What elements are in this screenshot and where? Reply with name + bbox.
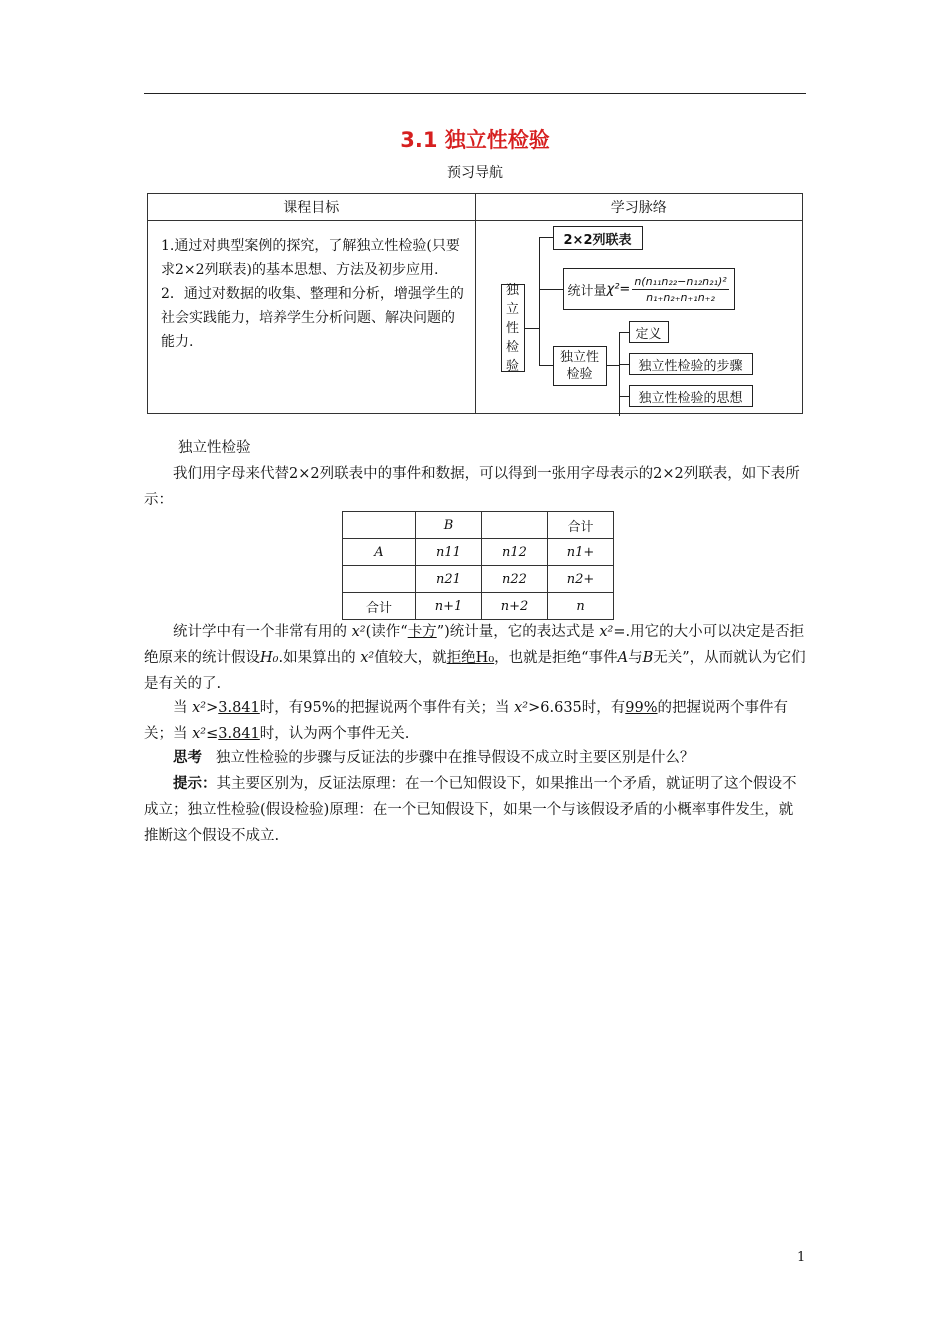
connector: [619, 332, 629, 333]
mindmap: [477, 222, 802, 412]
context-header: 学习脉络: [475, 194, 803, 221]
connector: [619, 396, 629, 397]
connector: [607, 365, 619, 366]
table-row: 合计 n+1 n+2 n: [343, 593, 614, 620]
connector: [539, 365, 553, 366]
connector: [525, 328, 539, 329]
navigation-table: [147, 193, 803, 414]
think-label: 思考: [173, 749, 202, 766]
goals-header: 课程目标: [148, 194, 476, 221]
mindmap-branch-table: 2×2列联表: [553, 226, 643, 250]
chi-square-formula: 统计量 χ²= $\frac{\text{n(n₁₁n₂₂−n₁₂n₂₁)²}}{\text{n₁₊n₂₊n₊₁n₊₂}}$: [563, 268, 735, 310]
hint-label: 提示：: [173, 775, 217, 792]
connector: [619, 364, 629, 365]
table-row: B 合计: [343, 512, 614, 539]
connector: [619, 332, 620, 416]
mindmap-root: 独 立 性 检 验: [501, 284, 525, 372]
mindmap-leaf-definition: 定义: [629, 321, 669, 343]
formula-fraction: $\frac{\text{n(n₁₁n₂₂−n₁₂n₂₁)²}}{\text{n₁₊n₂₊n₊₁n₊₂}}$: [634, 274, 727, 304]
connector: [539, 289, 563, 290]
contingency-table: [342, 511, 614, 620]
mindmap-branch-test: 独立性 检验: [553, 346, 607, 386]
mindmap-leaf-steps: 独立性检验的步骤: [629, 353, 753, 375]
mindmap-cell: [475, 221, 803, 414]
preview-subtitle: 预习导航: [447, 165, 503, 181]
table-row: A n11 n12 n1+: [343, 539, 614, 566]
intro-paragraph: 我们用字母来代替2×2列联表中的事件和数据，可以得到一张用字母表示的2×2列联表，如下表所示：: [144, 466, 800, 508]
hint-paragraph: 提示：其主要区别为，反证法原理：在一个已知假设下，如果推出一个矛盾，就证明了这个假设不成立；独立性检验(假设检验)原理：在一个已知假设下，如果一个与该假设矛盾的小概率事件发生，就推断这个假设不成立.: [144, 775, 797, 844]
think-paragraph: 思考 独立性检验的步骤与反证法的步骤中在推导假设不成立时主要区别是什么？: [173, 749, 695, 766]
table-row: n21 n22 n2+: [343, 566, 614, 593]
goal-item: 1.通过对典型案例的探究，了解独立性检验(只要求2×2列联表)的基本思想、方法及初步应用.: [161, 238, 460, 278]
goals-cell: [148, 221, 476, 414]
header-rule: [144, 93, 806, 94]
goal-item: 2．通过对数据的收集、整理和分析，增强学生的社会实践能力，培养学生分析问题、解决问题的能力.: [161, 286, 464, 350]
mindmap-leaf-idea: 独立性检验的思想: [629, 385, 753, 407]
chi-square-paragraph: 统计学中有一个非常有用的 x²(读作“卡方”)统计量，它的表达式是 x²=.用它的大小可以决定是否拒绝原来的统计假设H₀.如果算出的 x²值较大，就拒绝H₀，也就是拒绝“事件A与B无关”，从而就认为它们是有关的了.: [144, 624, 806, 692]
connector: [539, 237, 553, 238]
page-number: 1: [797, 1250, 806, 1265]
section-title: 独立性检验: [178, 440, 251, 456]
page-title: 3.1 独立性检验: [400, 128, 550, 152]
threshold-paragraph: 当 x²>3.841时，有95%的把握说两个事件有关；当 x²>6.635时，有99%的把握说两个事件有关；当 x²≤3.841时，认为两个事件无关.: [144, 700, 789, 742]
connector: [539, 237, 540, 365]
